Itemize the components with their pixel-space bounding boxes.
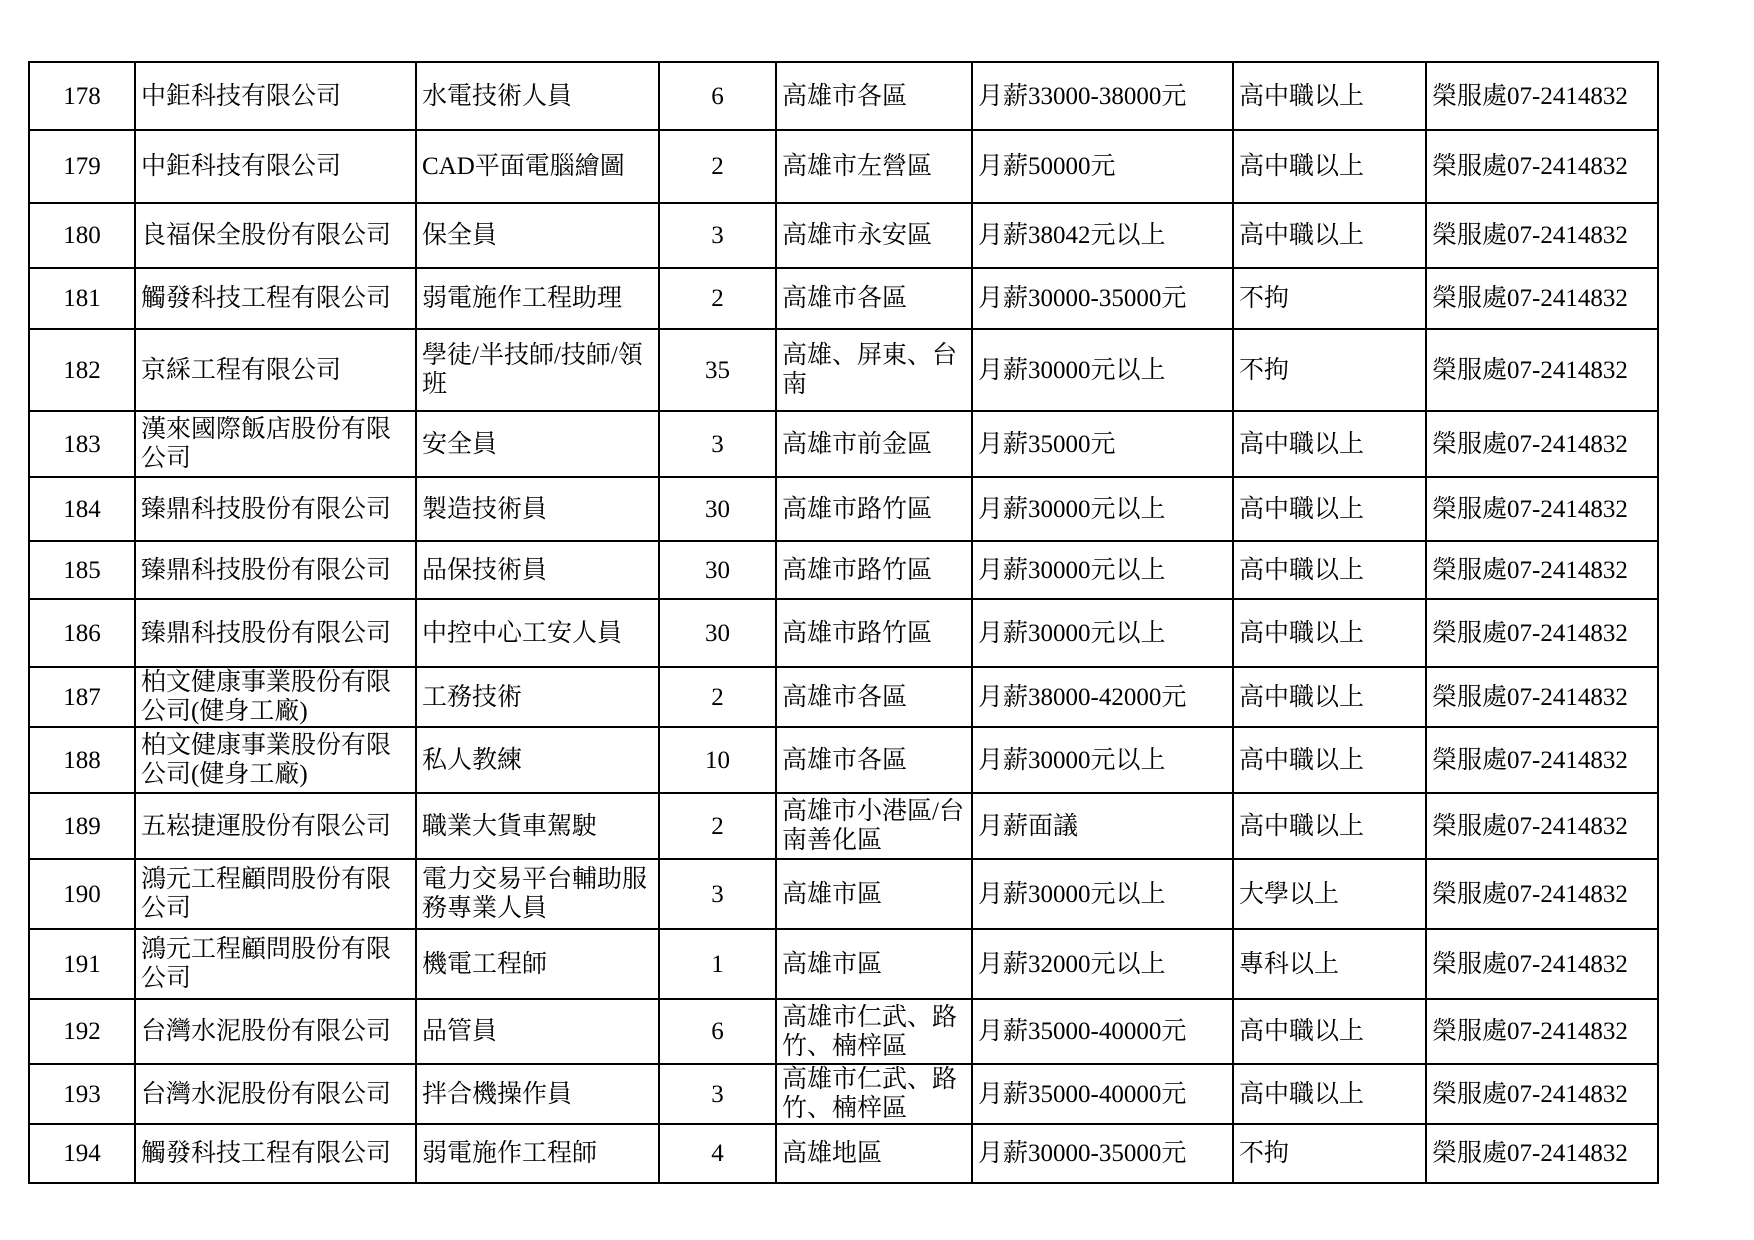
- work-location-cell: 高雄市各區: [776, 268, 972, 329]
- row-number-cell: 184: [29, 477, 135, 541]
- job-title-cell: 職業大貨車駕駛: [416, 793, 659, 859]
- table-row: [29, 329, 1658, 411]
- row-number-cell: 190: [29, 859, 135, 929]
- salary-cell: 月薪35000-40000元: [972, 1064, 1233, 1124]
- job-title-cell: 弱電施作工程助理: [416, 268, 659, 329]
- openings-count-cell: 35: [659, 329, 776, 411]
- education-requirement-cell: 高中職以上: [1233, 999, 1426, 1064]
- openings-count-cell: 6: [659, 62, 776, 130]
- work-location-cell: 高雄市各區: [776, 667, 972, 727]
- openings-count-cell: 10: [659, 727, 776, 793]
- table-row: [29, 599, 1658, 667]
- education-requirement-cell: 高中職以上: [1233, 541, 1426, 599]
- company-name-cell: 台灣水泥股份有限公司: [135, 999, 416, 1064]
- work-location-cell: 高雄市仁武、路竹、楠梓區: [776, 1064, 972, 1124]
- salary-cell: 月薪30000-35000元: [972, 268, 1233, 329]
- row-number-cell: 185: [29, 541, 135, 599]
- contact-cell: 榮服處07-2414832: [1426, 541, 1658, 599]
- work-location-cell: 高雄市路竹區: [776, 599, 972, 667]
- company-name-cell: 臻鼎科技股份有限公司: [135, 599, 416, 667]
- salary-cell: 月薪38042元以上: [972, 203, 1233, 268]
- education-requirement-cell: 不拘: [1233, 329, 1426, 411]
- work-location-cell: 高雄市路竹區: [776, 541, 972, 599]
- salary-cell: 月薪50000元: [972, 130, 1233, 203]
- salary-cell: 月薪30000-35000元: [972, 1124, 1233, 1183]
- work-location-cell: 高雄市各區: [776, 727, 972, 793]
- row-number-cell: 191: [29, 929, 135, 999]
- work-location-cell: 高雄市前金區: [776, 411, 972, 477]
- salary-cell: 月薪30000元以上: [972, 541, 1233, 599]
- row-number-cell: 183: [29, 411, 135, 477]
- education-requirement-cell: 高中職以上: [1233, 667, 1426, 727]
- openings-count-cell: 30: [659, 599, 776, 667]
- row-number-cell: 189: [29, 793, 135, 859]
- company-name-cell: 良福保全股份有限公司: [135, 203, 416, 268]
- job-title-cell: 學徒/半技師/技師/領班: [416, 329, 659, 411]
- salary-cell: 月薪30000元以上: [972, 727, 1233, 793]
- salary-cell: 月薪35000-40000元: [972, 999, 1233, 1064]
- job-title-cell: 保全員: [416, 203, 659, 268]
- work-location-cell: 高雄市永安區: [776, 203, 972, 268]
- education-requirement-cell: 不拘: [1233, 1124, 1426, 1183]
- table-row: [29, 667, 1658, 727]
- work-location-cell: 高雄地區: [776, 1124, 972, 1183]
- openings-count-cell: 4: [659, 1124, 776, 1183]
- table-row: [29, 203, 1658, 268]
- row-number-cell: 194: [29, 1124, 135, 1183]
- table-row: [29, 477, 1658, 541]
- company-name-cell: 柏文健康事業股份有限公司(健身工廠): [135, 727, 416, 793]
- salary-cell: 月薪38000-42000元: [972, 667, 1233, 727]
- education-requirement-cell: 高中職以上: [1233, 411, 1426, 477]
- job-title-cell: 私人教練: [416, 727, 659, 793]
- contact-cell: 榮服處07-2414832: [1426, 599, 1658, 667]
- openings-count-cell: 2: [659, 667, 776, 727]
- education-requirement-cell: 高中職以上: [1233, 477, 1426, 541]
- job-title-cell: 品保技術員: [416, 541, 659, 599]
- contact-cell: 榮服處07-2414832: [1426, 477, 1658, 541]
- salary-cell: 月薪面議: [972, 793, 1233, 859]
- work-location-cell: 高雄、屏東、台南: [776, 329, 972, 411]
- job-title-cell: 品管員: [416, 999, 659, 1064]
- company-name-cell: 京綵工程有限公司: [135, 329, 416, 411]
- salary-cell: 月薪30000元以上: [972, 477, 1233, 541]
- table-row: [29, 268, 1658, 329]
- job-listing-table: [28, 61, 1659, 1184]
- education-requirement-cell: 高中職以上: [1233, 599, 1426, 667]
- row-number-cell: 193: [29, 1064, 135, 1124]
- openings-count-cell: 2: [659, 268, 776, 329]
- contact-cell: 榮服處07-2414832: [1426, 62, 1658, 130]
- row-number-cell: 180: [29, 203, 135, 268]
- salary-cell: 月薪30000元以上: [972, 599, 1233, 667]
- openings-count-cell: 3: [659, 411, 776, 477]
- company-name-cell: 柏文健康事業股份有限公司(健身工廠): [135, 667, 416, 727]
- education-requirement-cell: 高中職以上: [1233, 62, 1426, 130]
- openings-count-cell: 30: [659, 477, 776, 541]
- job-listing-rows: [29, 62, 1658, 1183]
- company-name-cell: 五崧捷運股份有限公司: [135, 793, 416, 859]
- row-number-cell: 192: [29, 999, 135, 1064]
- salary-cell: 月薪35000元: [972, 411, 1233, 477]
- openings-count-cell: 1: [659, 929, 776, 999]
- salary-cell: 月薪30000元以上: [972, 329, 1233, 411]
- education-requirement-cell: 專科以上: [1233, 929, 1426, 999]
- job-title-cell: 安全員: [416, 411, 659, 477]
- job-title-cell: 中控中心工安人員: [416, 599, 659, 667]
- openings-count-cell: 6: [659, 999, 776, 1064]
- row-number-cell: 186: [29, 599, 135, 667]
- table-row: [29, 929, 1658, 999]
- contact-cell: 榮服處07-2414832: [1426, 329, 1658, 411]
- contact-cell: 榮服處07-2414832: [1426, 667, 1658, 727]
- contact-cell: 榮服處07-2414832: [1426, 411, 1658, 477]
- work-location-cell: 高雄市路竹區: [776, 477, 972, 541]
- table-row: [29, 859, 1658, 929]
- row-number-cell: 178: [29, 62, 135, 130]
- work-location-cell: 高雄市區: [776, 859, 972, 929]
- contact-cell: 榮服處07-2414832: [1426, 793, 1658, 859]
- company-name-cell: 漢來國際飯店股份有限公司: [135, 411, 416, 477]
- work-location-cell: 高雄市各區: [776, 62, 972, 130]
- contact-cell: 榮服處07-2414832: [1426, 203, 1658, 268]
- contact-cell: 榮服處07-2414832: [1426, 999, 1658, 1064]
- contact-cell: 榮服處07-2414832: [1426, 859, 1658, 929]
- work-location-cell: 高雄市小港區/台南善化區: [776, 793, 972, 859]
- table-row: [29, 130, 1658, 203]
- company-name-cell: 鴻元工程顧問股份有限公司: [135, 859, 416, 929]
- row-number-cell: 181: [29, 268, 135, 329]
- salary-cell: 月薪33000-38000元: [972, 62, 1233, 130]
- work-location-cell: 高雄市仁武、路竹、楠梓區: [776, 999, 972, 1064]
- job-title-cell: 水電技術人員: [416, 62, 659, 130]
- education-requirement-cell: 高中職以上: [1233, 793, 1426, 859]
- education-requirement-cell: 不拘: [1233, 268, 1426, 329]
- company-name-cell: 中鉅科技有限公司: [135, 62, 416, 130]
- company-name-cell: 觸發科技工程有限公司: [135, 268, 416, 329]
- row-number-cell: 187: [29, 667, 135, 727]
- job-title-cell: 機電工程師: [416, 929, 659, 999]
- table-row: [29, 541, 1658, 599]
- education-requirement-cell: 高中職以上: [1233, 130, 1426, 203]
- openings-count-cell: 3: [659, 1064, 776, 1124]
- contact-cell: 榮服處07-2414832: [1426, 727, 1658, 793]
- openings-count-cell: 3: [659, 203, 776, 268]
- job-title-cell: 弱電施作工程師: [416, 1124, 659, 1183]
- table-row: [29, 793, 1658, 859]
- openings-count-cell: 2: [659, 793, 776, 859]
- contact-cell: 榮服處07-2414832: [1426, 929, 1658, 999]
- table-row: [29, 411, 1658, 477]
- salary-cell: 月薪30000元以上: [972, 859, 1233, 929]
- table-row: [29, 1124, 1658, 1183]
- work-location-cell: 高雄市區: [776, 929, 972, 999]
- company-name-cell: 觸發科技工程有限公司: [135, 1124, 416, 1183]
- job-title-cell: 工務技術: [416, 667, 659, 727]
- job-title-cell: CAD平面電腦繪圖: [416, 130, 659, 203]
- contact-cell: 榮服處07-2414832: [1426, 1064, 1658, 1124]
- row-number-cell: 188: [29, 727, 135, 793]
- job-title-cell: 電力交易平台輔助服務專業人員: [416, 859, 659, 929]
- openings-count-cell: 2: [659, 130, 776, 203]
- openings-count-cell: 3: [659, 859, 776, 929]
- row-number-cell: 182: [29, 329, 135, 411]
- openings-count-cell: 30: [659, 541, 776, 599]
- company-name-cell: 臻鼎科技股份有限公司: [135, 541, 416, 599]
- company-name-cell: 臻鼎科技股份有限公司: [135, 477, 416, 541]
- table-row: [29, 1064, 1658, 1124]
- contact-cell: 榮服處07-2414832: [1426, 130, 1658, 203]
- job-title-cell: 拌合機操作員: [416, 1064, 659, 1124]
- table-row: [29, 727, 1658, 793]
- row-number-cell: 179: [29, 130, 135, 203]
- education-requirement-cell: 高中職以上: [1233, 727, 1426, 793]
- work-location-cell: 高雄市左營區: [776, 130, 972, 203]
- job-title-cell: 製造技術員: [416, 477, 659, 541]
- company-name-cell: 中鉅科技有限公司: [135, 130, 416, 203]
- education-requirement-cell: 高中職以上: [1233, 1064, 1426, 1124]
- contact-cell: 榮服處07-2414832: [1426, 268, 1658, 329]
- table-row: [29, 999, 1658, 1064]
- company-name-cell: 鴻元工程顧問股份有限公司: [135, 929, 416, 999]
- salary-cell: 月薪32000元以上: [972, 929, 1233, 999]
- education-requirement-cell: 大學以上: [1233, 859, 1426, 929]
- contact-cell: 榮服處07-2414832: [1426, 1124, 1658, 1183]
- table-row: [29, 62, 1658, 130]
- education-requirement-cell: 高中職以上: [1233, 203, 1426, 268]
- company-name-cell: 台灣水泥股份有限公司: [135, 1064, 416, 1124]
